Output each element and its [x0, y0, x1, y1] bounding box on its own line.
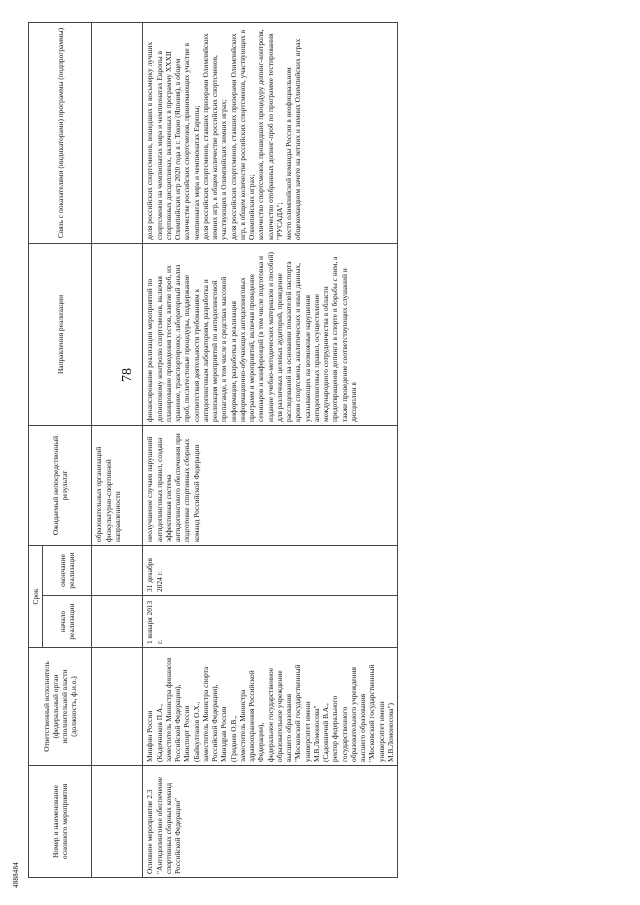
header-executor: Ответственный исполнитель (федеральный орган исполнительной власти (должность, ф.и.о.)	[29, 648, 92, 766]
cell-end-date: 31 декабря 2024 г.	[143, 545, 398, 595]
header-result: Ожидаемый непосредственный результат	[29, 425, 92, 545]
cell-empty	[92, 545, 143, 595]
header-measure: Номер и наименование основного мероприятия	[29, 766, 92, 878]
cell-empty	[92, 766, 143, 878]
document-code: 4888484	[12, 862, 20, 888]
header-row	[29, 22, 43, 877]
cell-start-date: 1 января 2013 г.	[143, 596, 398, 648]
cell-executors: Минфин России (Кадочников П.А., заместитель Министра финансов Российской Федерации), Минспорт России (Байкултанов О.Х., заместитель Министра спорта Российской Федерации), Минздрав России (Гриднев О.В., заместитель Министра здравоохранения Российской Федерации), федеральное государственное образовательное учреждение высшего образования "Московский государственный университет имени М.В.Ломоносова" (Садовничий В.А., ректор федерального государственного образовательного учреждения высшего образования "Московский государственный университет имени М.В.Ломоносова")	[143, 648, 398, 766]
page-number: 78	[120, 368, 135, 382]
header-term: Срок	[29, 545, 43, 647]
cell-directions: финансирование реализации мероприятий по допинговому контролю спортсменов, включая планирование проведения тестов, взятие проб, их хранение, транспортировку, лабораторный анализ проб, послетестовые процедуры, поддержание соответствия деятельности требованиям к антидопинговым лабораториям, разработка и реализация мероприятий по антидопинговой пропаганде, в том числе в средствах массовой информации, разработка и реализация информационно-обучающих антидопинговых программ и мероприятий, включая проведение семинаров и конференций (в том числе подготовка и издание учебно-методических материалов и пособий) для различных целевых аудиторий, проведение расследований на основании показателей паспорта крови спортсмена, аналитических и иных данных, указывающих на возможные нарушения антидопинговых правил, осуществление международного сотрудничества в области предотвращения допинга в спорте и борьбы с ним, а также проведение соответствующих слушаний и дисциплин в	[143, 243, 398, 425]
cell-empty	[92, 22, 143, 243]
header-indicators: Связь с показателями (индикаторами) программы (подпрограммы)	[29, 22, 92, 243]
table-row	[143, 22, 398, 877]
header-directions: Направления реализации	[29, 243, 92, 425]
header-term-start: начало реализации	[43, 596, 92, 648]
landscape-sheet	[28, 23, 605, 878]
cell-empty	[92, 596, 143, 648]
cell-expected-result: неолучшение случаев нарушений антидопинговых правил, создана эффективная система антидопингового обеспечения при подготовке спортивных сборных команд Российской Федерации	[143, 425, 398, 545]
cell-measure-name: Основное мероприятие 2.3 "Антидопинговое обеспечение спортивных сборных команд Российской Федерации"	[143, 766, 398, 878]
cell-empty	[92, 648, 143, 766]
cell-empty	[92, 243, 143, 425]
cell-result-continuation: образовательных организаций физкультурно-спортивной направленности	[92, 425, 143, 545]
cell-indicators: доля российских спортсменов, вошедших в восьмерку лучших спортсменов на чемпионатах мира и чемпионатах Европы в спортивных дисциплинах, включенных в программу XXXII Олимпийских игр 2020 года в г. Токио (Япония), в общем количестве российских спортсменов, принимающих участие в чемпионатах мира и чемпионатах Европы; доля российских спортсменов, ставших призерами Олимпийских зимних игр, в общем количестве российских спортсменов, участвующих в Олимпийских зимних играх; доля российских спортсменов, ставших призерами Олимпийских игр, в общем количестве российских спортсменов, участвующих в Олимпийских играх; количество спортсменов, прошедших процедуру допинг-контроля, количество отобранных допинг-проб по программе тестирования "РУСАДА"; место олимпийской команды России в неофициальном общекомандном зачете на летних и зимних Олимпийских играх	[143, 22, 398, 243]
header-term-end: окончание реализации	[43, 545, 92, 595]
measures-table	[28, 22, 398, 878]
table-row-continuation	[92, 22, 143, 877]
